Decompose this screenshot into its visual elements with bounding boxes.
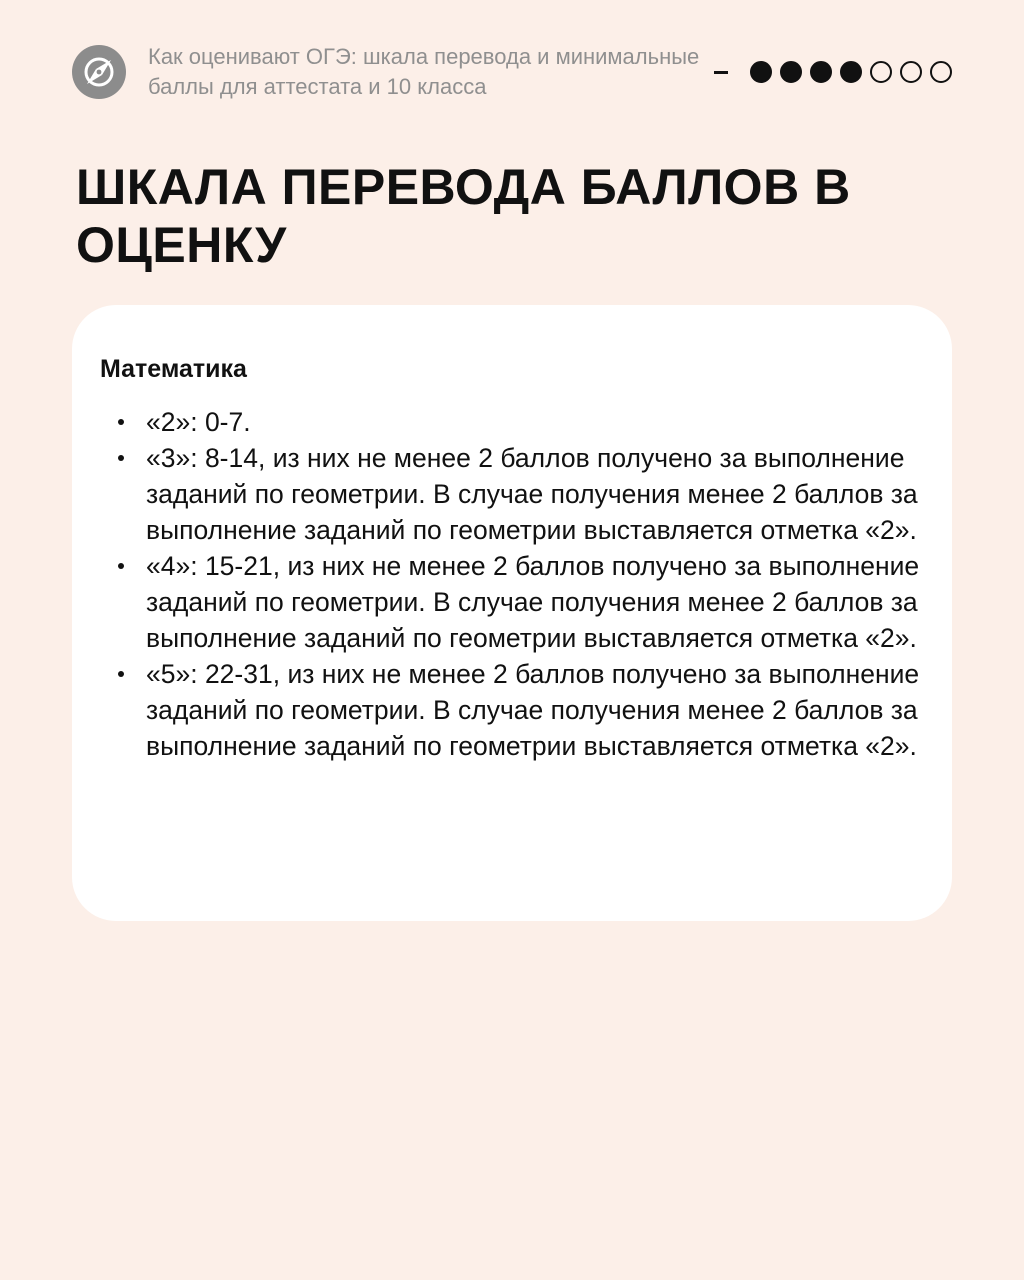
list-item — [146, 440, 936, 548]
progress-dot-empty — [900, 61, 922, 83]
header — [72, 40, 952, 104]
list-item-text: «4»: 15-21, из них не менее 2 баллов получено за выполнение заданий по геометрии. В случае получения менее 2 баллов за выполнение заданий по геометрии выставляется отметка «2». — [146, 551, 920, 653]
slide-progress — [714, 61, 952, 83]
bullet-icon — [118, 563, 124, 569]
progress-dot-filled — [840, 61, 862, 83]
list-item-text: «3»: 8-14, из них не менее 2 баллов получено за выполнение заданий по геометрии. В случае получения менее 2 баллов за выполнение заданий по геометрии выставляется отметка «2». — [146, 443, 918, 545]
list-item-text: «5»: 22-31, из них не менее 2 баллов получено за выполнение заданий по геометрии. В случае получения менее 2 баллов за выполнение заданий по геометрии выставляется отметка «2». — [146, 659, 920, 761]
subject-heading: Математика — [100, 355, 247, 383]
progress-dot-filled — [750, 61, 772, 83]
progress-dot-filled — [780, 61, 802, 83]
content-card — [72, 305, 952, 921]
bullet-icon — [118, 419, 124, 425]
progress-dot-empty — [930, 61, 952, 83]
grade-list — [146, 404, 936, 764]
list-item — [146, 656, 936, 764]
compass-icon — [72, 45, 126, 99]
bullet-icon — [118, 455, 124, 461]
progress-dot-empty — [870, 61, 892, 83]
list-item-text: «2»: 0-7. — [146, 407, 251, 437]
progress-dot-filled — [810, 61, 832, 83]
list-item — [146, 548, 936, 656]
header-title: Как оценивают ОГЭ: шкала перевода и минимальные баллы для аттестата и 10 класса — [148, 44, 700, 99]
bullet-icon — [118, 671, 124, 677]
list-item — [146, 404, 936, 440]
page-title: ШКАЛА ПЕРЕВОДА БАЛЛОВ В ОЦЕНКУ — [76, 159, 851, 273]
progress-dash — [714, 71, 728, 74]
